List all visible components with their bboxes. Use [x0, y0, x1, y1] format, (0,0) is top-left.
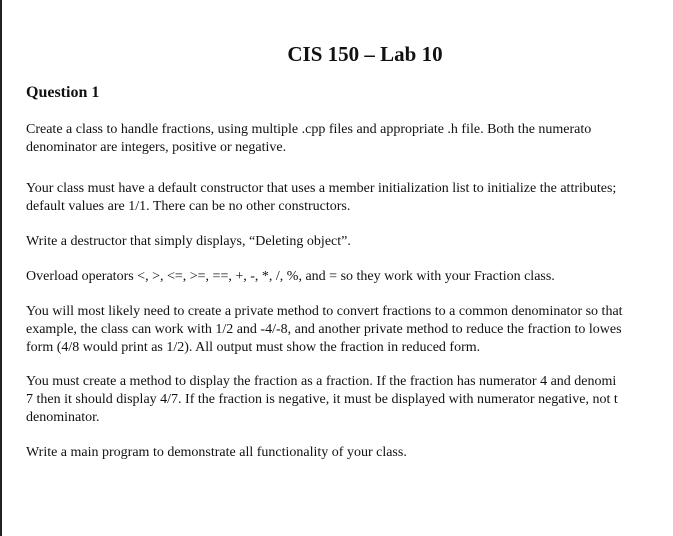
- question-heading: Question 1: [26, 84, 100, 101]
- paragraph-line: You will most likely need to create a private method to convert fractions to a common denominator so that: [26, 304, 623, 319]
- paragraph-overload-operators: [26, 268, 555, 286]
- paragraph-line: example, the class can work with 1/2 and -4/-8, and another private method to reduce the fraction to lowes: [26, 322, 622, 337]
- paragraph-private-methods: [26, 303, 623, 357]
- paragraph-line: Create a class to handle fractions, using multiple .cpp files and appropriate .h file. Both the numerato: [26, 122, 592, 137]
- paragraph-line: 7 then it should display 4/7. If the fraction is negative, it must be displayed with numerator negative, not t: [26, 392, 618, 407]
- paragraph-main-program: [26, 444, 407, 462]
- paragraph-line: denominator are integers, positive or negative.: [26, 140, 287, 155]
- page-title: CIS 150 – Lab 10: [287, 42, 443, 66]
- page-left-border: [0, 0, 2, 536]
- paragraph-line: default values are 1/1. There can be no other constructors.: [26, 199, 351, 214]
- paragraph-line: You must create a method to display the fraction as a fraction. If the fraction has numerator 4 and denomi: [26, 374, 617, 389]
- paragraph-line: denominator.: [26, 410, 100, 425]
- paragraph-line: form (4/8 would print as 1/2). All output must show the fraction in reduced form.: [26, 340, 481, 355]
- paragraph-line: Write a destructor that simply displays, “Deleting object”.: [26, 234, 351, 249]
- paragraph-display-method: [26, 373, 618, 427]
- paragraph-fraction-class: [26, 121, 591, 157]
- paragraph-line: Your class must have a default constructor that uses a member initialization list to initialize the attributes;: [26, 181, 617, 196]
- paragraph-destructor: [26, 233, 351, 251]
- paragraph-line: Write a main program to demonstrate all functionality of your class.: [26, 445, 407, 460]
- paragraph-line: Overload operators <, >, <=, >=, ==, +, -, *, /, %, and = so they work with your Fraction class.: [26, 269, 555, 284]
- paragraph-default-constructor: [26, 180, 616, 216]
